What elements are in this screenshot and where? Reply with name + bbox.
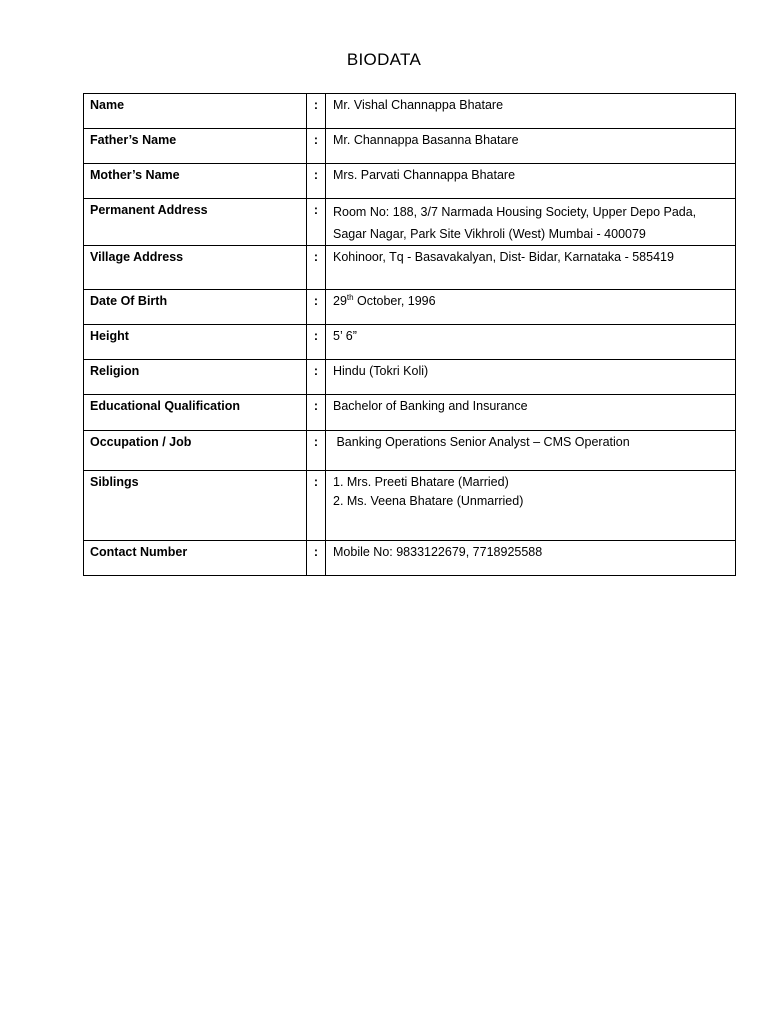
row-colon: : xyxy=(307,325,326,360)
row-colon: : xyxy=(307,471,326,541)
row-colon: : xyxy=(307,395,326,431)
biodata-table xyxy=(83,93,736,576)
sibling-2: 2. Ms. Veena Bhatare (Unmarried) xyxy=(333,494,524,508)
table-row xyxy=(84,360,736,395)
row-value-contact-number: Mobile No: 9833122679, 7718925588 xyxy=(326,541,736,576)
row-label-height: Height xyxy=(84,325,307,360)
table-row xyxy=(84,541,736,576)
row-label-contact-number: Contact Number xyxy=(84,541,307,576)
permanent-address-line-1: Room No: 188, 3/7 Narmada Housing Society, Upper Depo Pada, xyxy=(333,205,697,219)
row-label-date-of-birth: Date Of Birth xyxy=(84,290,307,325)
row-label-fathers-name: Father’s Name xyxy=(84,129,307,164)
table-row xyxy=(84,395,736,431)
row-value-fathers-name: Mr. Channappa Basanna Bhatare xyxy=(326,129,736,164)
table-row xyxy=(84,290,736,325)
row-colon: : xyxy=(307,541,326,576)
row-label-mothers-name: Mother’s Name xyxy=(84,164,307,199)
row-colon: : xyxy=(307,164,326,199)
table-row xyxy=(84,94,736,129)
table-row xyxy=(84,246,736,290)
row-label-educational-qualification: Educational Qualification xyxy=(84,395,307,431)
row-colon: : xyxy=(307,94,326,129)
row-value-village-address: Kohinoor, Tq - Basavakalyan, Dist- Bidar, Karnataka - 585419 xyxy=(326,246,736,290)
row-colon: : xyxy=(307,360,326,395)
table-row xyxy=(84,431,736,471)
row-label-permanent-address: Permanent Address xyxy=(84,199,307,246)
row-value-date-of-birth xyxy=(326,290,736,325)
table-row xyxy=(84,129,736,164)
table-row xyxy=(84,471,736,541)
dob-day: 29 xyxy=(333,294,347,308)
row-value-educational-qualification: Bachelor of Banking and Insurance xyxy=(326,395,736,431)
row-value-siblings xyxy=(326,471,736,541)
row-colon: : xyxy=(307,199,326,246)
row-value-name: Mr. Vishal Channappa Bhatare xyxy=(326,94,736,129)
dob-ordinal-suffix: th xyxy=(346,292,354,302)
row-colon: : xyxy=(307,431,326,471)
row-label-religion: Religion xyxy=(84,360,307,395)
dob-month-year: October, 1996 xyxy=(353,294,436,308)
row-label-occupation: Occupation / Job xyxy=(84,431,307,471)
row-colon: : xyxy=(307,290,326,325)
row-value-mothers-name: Mrs. Parvati Channappa Bhatare xyxy=(326,164,736,199)
permanent-address-line-2: Sagar Nagar, Park Site Vikhroli (West) Mumbai - 400079 xyxy=(333,227,646,241)
sibling-1: 1. Mrs. Preeti Bhatare (Married) xyxy=(333,475,509,489)
row-label-village-address: Village Address xyxy=(84,246,307,290)
row-label-siblings: Siblings xyxy=(84,471,307,541)
document-title: BIODATA xyxy=(346,50,422,69)
row-value-permanent-address xyxy=(326,199,736,246)
row-value-occupation: Banking Operations Senior Analyst – CMS Operation xyxy=(326,431,736,471)
table-row xyxy=(84,325,736,360)
row-colon: : xyxy=(307,129,326,164)
row-value-height: 5’ 6” xyxy=(326,325,736,360)
table-row xyxy=(84,199,736,246)
row-label-name: Name xyxy=(84,94,307,129)
row-colon: : xyxy=(307,246,326,290)
table-row xyxy=(84,164,736,199)
row-value-religion: Hindu (Tokri Koli) xyxy=(326,360,736,395)
